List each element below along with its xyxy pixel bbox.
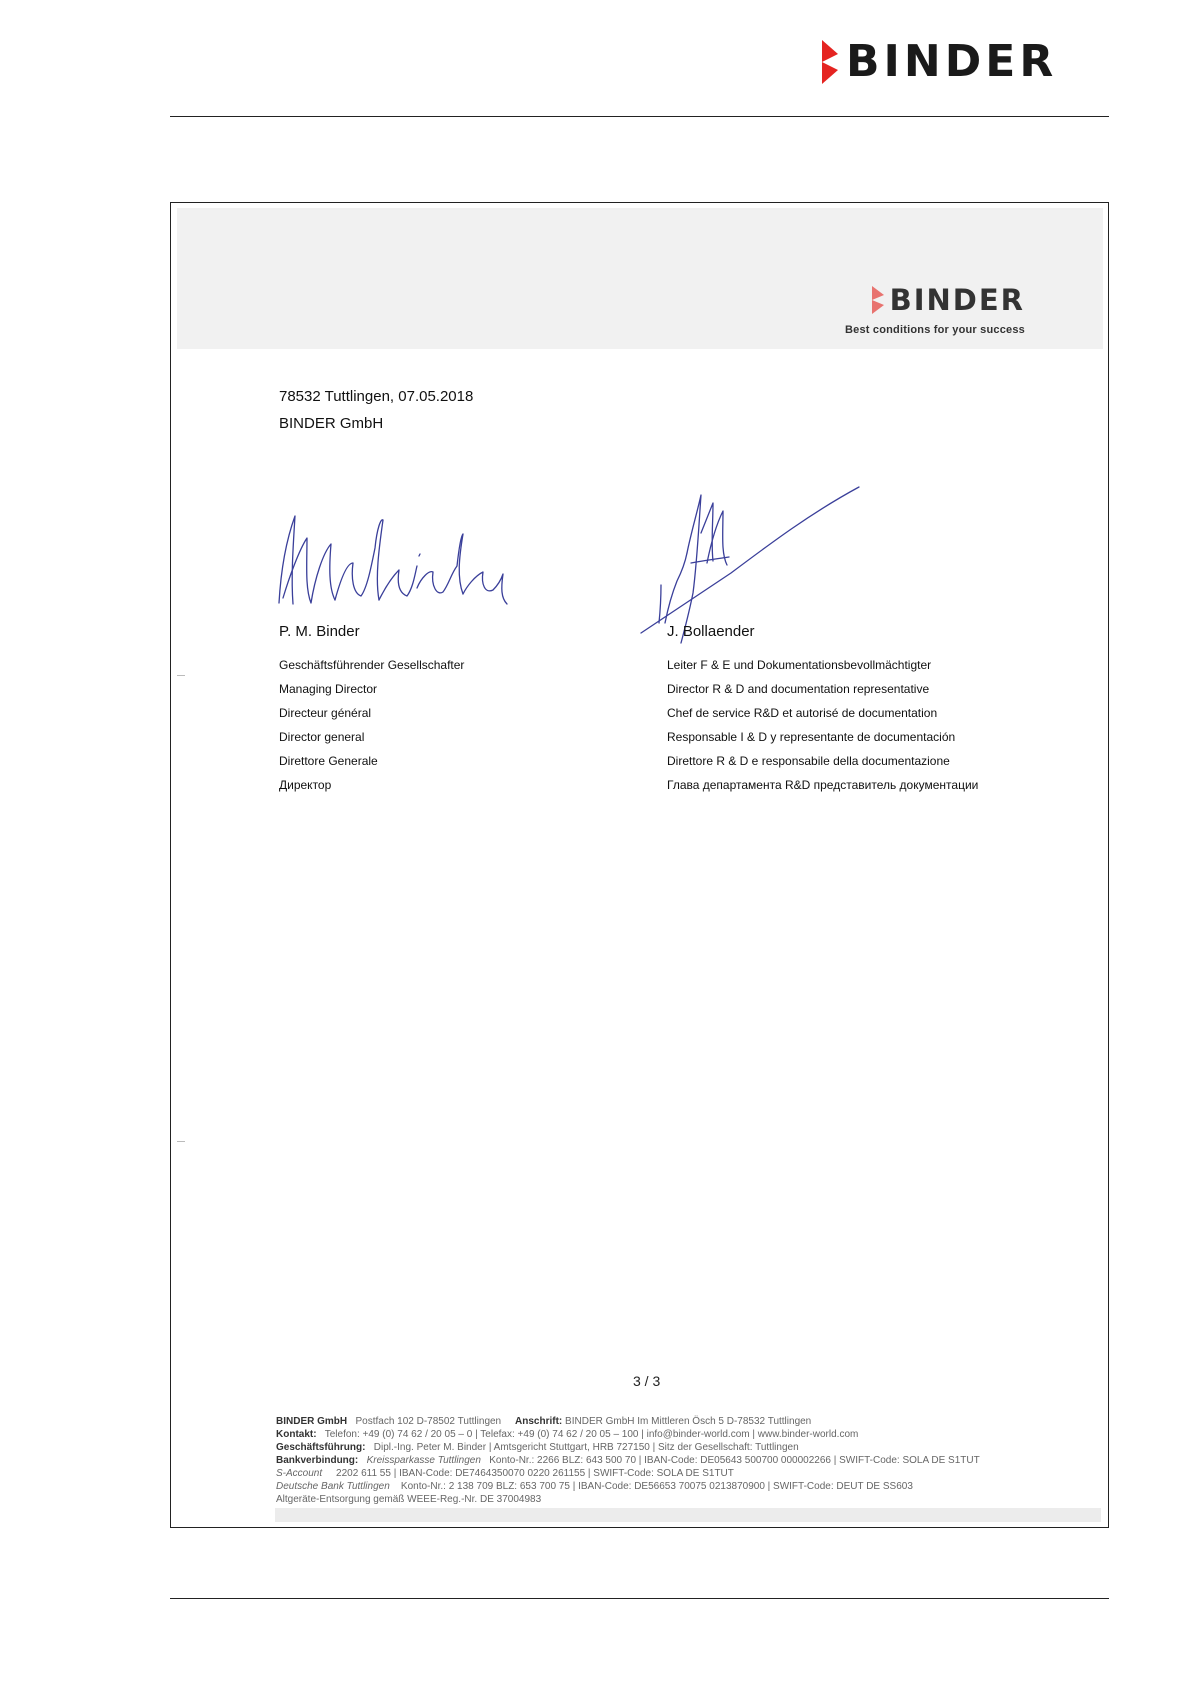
signatory-right-titles (667, 653, 978, 797)
footer-management: Dipl.-Ing. Peter M. Binder | Amtsgericht Stuttgart, HRB 727150 | Sitz der Gesellschaft: Tuttlingen (373, 1442, 799, 1453)
footer-scan-band (275, 1508, 1101, 1522)
footer-line-bank-2 (276, 1467, 1076, 1480)
title-line: Direttore Generale (279, 754, 378, 768)
header-divider (170, 116, 1109, 117)
page-logo-text: BINDER (846, 36, 1058, 87)
signatory-right-name: J. Bollaender (667, 623, 755, 640)
title-line: Director general (279, 730, 365, 744)
letterhead-slogan: Best conditions for your success (845, 324, 1025, 336)
footer-bank-name: S-Account (276, 1468, 323, 1479)
title-line: Geschäftsführender Gesellschafter (279, 658, 465, 672)
scan-mark (177, 1141, 185, 1142)
signature-right (631, 473, 861, 648)
footer-line-bank-1 (276, 1454, 1076, 1467)
footer-line-bank-3 (276, 1480, 1076, 1493)
title-line: Директор (279, 778, 332, 792)
footer-weee: Altgeräte-Entsorgung gemäß WEEE-Reg.-Nr. DE 37004983 (276, 1494, 542, 1505)
footer-postfach: Postfach 102 D-78502 Tuttlingen (355, 1416, 502, 1427)
scan-mark (177, 675, 185, 676)
footer-line-contact (276, 1428, 1076, 1441)
signatory-left-titles (279, 653, 464, 797)
binder-logo-mark-icon (822, 40, 838, 84)
footer-contact-label: Kontakt: (276, 1429, 317, 1440)
footer-line-management (276, 1441, 1076, 1454)
title-line: Chef de service R&D et autorisé de documentation (667, 706, 938, 720)
title-line: Leiter F & E und Dokumentationsbevollmächtigter (667, 658, 932, 672)
footer-line-weee (276, 1493, 1076, 1506)
place-date: 78532 Tuttlingen, 07.05.2018 (279, 388, 474, 405)
footer-bank-name: Kreissparkasse Tuttlingen (366, 1455, 481, 1466)
scanned-document (170, 202, 1109, 1528)
footer-anschrift: BINDER GmbH Im Mittleren Ösch 5 D-78532 Tuttlingen (565, 1416, 812, 1427)
binder-logo-mark-icon (872, 286, 884, 314)
footer-bank-name: Deutsche Bank Tuttlingen (276, 1481, 390, 1492)
footer-bank-details: Konto-Nr.: 2266 BLZ: 643 500 70 | IBAN-Code: DE05643 500700 000002266 | SWIFT-Code: SOLA DE S1TUT (489, 1455, 980, 1466)
title-line: Direttore R & D e responsabile della documentazione (667, 754, 950, 768)
title-line: Directeur général (279, 706, 372, 720)
footer-company: BINDER GmbH (276, 1416, 348, 1427)
signatory-left-name: P. M. Binder (279, 623, 360, 640)
page-logo (822, 36, 1058, 87)
footer-bank-details: Konto-Nr.: 2 138 709 BLZ: 653 700 75 | IBAN-Code: DE56653 70075 0213870900 | SWIFT-Code: DEUT DE SS603 (400, 1481, 913, 1492)
footer-line-address (276, 1415, 1076, 1428)
title-line: Глава департамента R&D представитель документации (667, 778, 979, 792)
signature-left (271, 508, 511, 618)
company-name: BINDER GmbH (279, 415, 384, 432)
footer-anschrift-label: Anschrift: (515, 1416, 563, 1427)
footer-contact: Telefon: +49 (0) 74 62 / 20 05 – 0 | Telefax: +49 (0) 74 62 / 20 05 – 100 | info@binder-world.com | www.binder-world.com (324, 1429, 859, 1440)
title-line: Managing Director (279, 682, 378, 696)
page-number: 3 / 3 (633, 1373, 661, 1389)
footer-divider (170, 1598, 1109, 1599)
title-line: Director R & D and documentation representative (667, 682, 930, 696)
footer-bank-details: 2202 611 55 | IBAN-Code: DE7464350070 0220 261155 | SWIFT-Code: SOLA DE S1TUT (336, 1468, 734, 1479)
letterhead-band (177, 208, 1103, 349)
title-line: Responsable I & D y representante de documentación (667, 730, 956, 744)
letterhead-logo-text: BINDER (889, 283, 1025, 317)
footer-bank-label: Bankverbindung: (276, 1455, 359, 1466)
letter-footer (276, 1415, 1076, 1506)
letterhead-logo (872, 283, 1025, 317)
footer-management-label: Geschäftsführung: (276, 1442, 366, 1453)
